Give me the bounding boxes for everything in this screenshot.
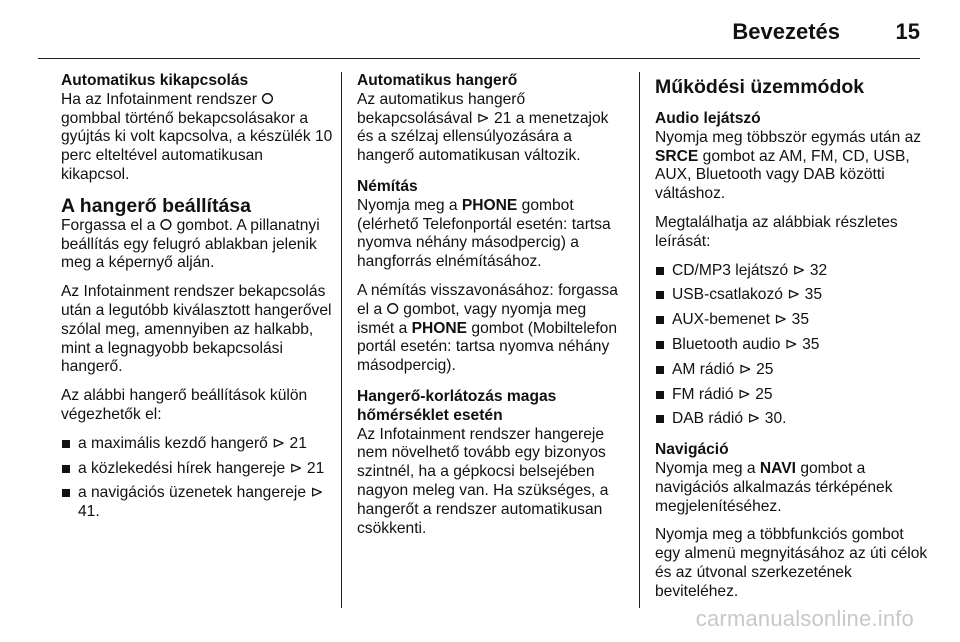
- heading-navigation: Navigáció: [655, 441, 729, 459]
- list-item: DAB rádió ⊳ 30.: [655, 410, 930, 429]
- list-item: FM rádió ⊳ 25: [655, 386, 930, 405]
- heading-auto-volume: Automatikus hangerő: [357, 72, 518, 89]
- paragraph-volume-limit: Az Infotainment rendszer hangereje nem növelhető tovább egy bizonyos szintnél, ha a gépkocsi belsejében nagyon meleg van. Ha szükséges, a hangerőt a rendszer automatikusan csökkenti.: [357, 425, 609, 537]
- section-title-operating-modes: Működési üzemmódok: [655, 76, 865, 98]
- text-run: gombot (elérhető Telefonportál esetén: tartsa nyomva néhány másodpercig) a hangforrás elnémításához.: [357, 196, 611, 271]
- column-1: [61, 72, 333, 532]
- column-2: [357, 72, 627, 548]
- list-item: Bluetooth audio ⊳ 35: [655, 336, 930, 355]
- paragraph-volume-options: Az alábbi hangerő beállítások külön végezhetők el:: [61, 387, 308, 423]
- paragraph-volume-knob: Forgassa el a ⭘ gombot. A pillanatnyi beállítás egy felugró ablakban jelenik meg a képernyő alján.: [61, 216, 320, 272]
- keyword-phone: PHONE: [411, 319, 468, 337]
- list-item: AM rádió ⊳ 25: [655, 361, 930, 380]
- keyword-phone: PHONE: [461, 196, 518, 214]
- paragraph-unmute: [357, 282, 627, 376]
- text-run: gombot az AM, FM, CD, USB, AUX, Bluetooth vagy DAB közötti váltáshoz.: [655, 147, 910, 203]
- paragraph-navi: [655, 460, 930, 516]
- list-item: a közlekedési hírek hangereje ⊳ 21: [61, 460, 333, 479]
- page-number: 15: [895, 19, 920, 44]
- text-run: A némítás visszavonásához: forgassa el a ⭘ gombot, vagy nyomja meg ismét a: [357, 281, 618, 337]
- text-run: gombot a navigációs alkalmazás térképének megjelenítéséhez.: [655, 459, 893, 515]
- heading-audio-player: Audio lejátszó: [655, 110, 761, 127]
- paragraph-details-intro: Megtalálhatja az alábbiak részletes leírását:: [655, 213, 898, 250]
- text-run: Nyomja meg többször egymás után az: [655, 128, 922, 146]
- list-item: a navigációs üzenetek hangereje ⊳ 41.: [61, 484, 333, 522]
- heading-mute: Némítás: [357, 177, 418, 195]
- text-run: Nyomja meg a: [357, 196, 462, 214]
- text-run: gombot (Mobiltelefon portál esetén: tartsa nyomva néhány másodpercig).: [357, 319, 618, 375]
- list-item: USB-csatlakozó ⊳ 35: [655, 286, 930, 305]
- paragraph-auto-off: Ha az Infotainment rendszer ⭘ gombbal történő bekapcsolásakor a gyújtás ki volt kapcsolva, a készülék 10 perc elteltével automatikusan kikapcsol.: [61, 90, 333, 183]
- header-title: Bevezetés: [732, 19, 840, 44]
- paragraph-multifunction: Nyomja meg a többfunkciós gombot egy almenü megnyitásához az úti célok és az útvonal szerkezetének beviteléhez.: [655, 526, 928, 600]
- page-header: [0, 0, 960, 58]
- heading-volume-setting: A hangerő beállítása: [61, 194, 252, 217]
- list-item: AUX-bemenet ⊳ 35: [655, 311, 930, 330]
- list-item: a maximális kezdő hangerő ⊳ 21: [61, 435, 333, 454]
- heading-volume-limit: Hangerő-korlátozás magas hőmérséklet esetén: [357, 387, 557, 424]
- watermark: carmanualsonline.info: [695, 606, 914, 631]
- column-3: [655, 72, 930, 612]
- paragraph-source-switch: [655, 129, 930, 204]
- header-divider: [38, 58, 920, 59]
- text-run: Nyomja meg a: [655, 459, 760, 477]
- paragraph-startup-volume: Az Infotainment rendszer bekapcsolás után a legutóbb kiválasztott hangerővel szólal meg, amennyiben az halkabb, mint a legnagyobb bekapcsolási hangerő.: [61, 283, 332, 376]
- column-divider-1: [341, 72, 342, 608]
- audio-sources-list: [655, 262, 930, 430]
- list-item: CD/MP3 lejátszó ⊳ 32: [655, 262, 930, 281]
- paragraph-auto-volume: Az automatikus hangerő bekapcsolásával ⊳ 21 a menetzajok és a szélzaj ellensúlyozására a hangerő automatikusan változik.: [357, 90, 609, 165]
- paragraph-mute: [357, 197, 627, 272]
- column-divider-2: [639, 72, 640, 608]
- volume-settings-list: [61, 435, 333, 522]
- heading-auto-off: Automatikus kikapcsolás: [61, 72, 249, 89]
- keyword-navi: NAVI: [759, 459, 796, 477]
- keyword-srce: SRCE: [655, 147, 699, 165]
